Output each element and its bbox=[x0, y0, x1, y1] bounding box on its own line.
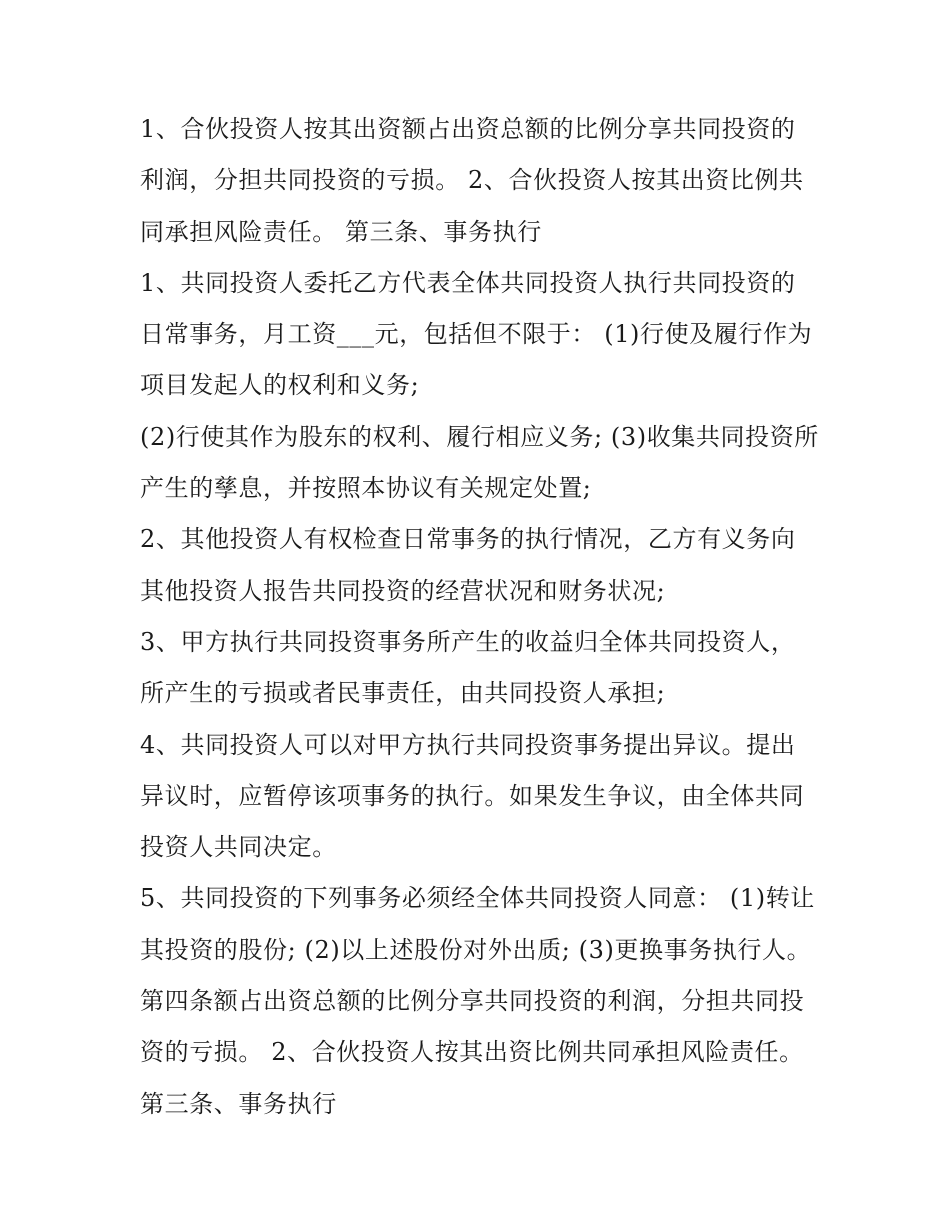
text-line: 其他投资人报告共同投资的经营状况和财务状况; bbox=[140, 576, 666, 605]
text-line: 3、甲方执行共同投资事务所产生的收益归全体共同投资人， bbox=[140, 627, 796, 656]
document-body bbox=[140, 104, 820, 1130]
text-line: 第四条额占出资总额的比例分享共同投资的利润，分担共同投 bbox=[140, 987, 805, 1016]
text-line: 同承担风险责任。 第三条、事务执行 bbox=[140, 217, 542, 246]
text-line: 2、其他投资人有权检查日常事务的执行情况，乙方有义务向 bbox=[140, 525, 796, 554]
text-line: 产生的孳息，并按照本协议有关规定处置; bbox=[140, 474, 592, 503]
text-line: (2)行使其作为股东的权利、履行相应义务; (3)收集共同投资所 bbox=[140, 422, 819, 451]
text-line: 投资人共同决定。 bbox=[140, 833, 337, 862]
text-line: 4、共同投资人可以对甲方执行共同投资事务提出异议。提出 bbox=[140, 730, 796, 759]
text-line: 项目发起人的权利和义务; bbox=[140, 371, 420, 400]
text-line: 资的亏损。 2、合伙投资人按其出资比例共同承担风险责任。 bbox=[140, 1038, 804, 1067]
text-line: 其投资的股份; (2)以上述股份对外出质; (3)更换事务执行人。 bbox=[140, 935, 812, 964]
text-line: 异议时，应暂停该项事务的执行。如果发生争议，由全体共同 bbox=[140, 781, 805, 810]
text-line: 5、共同投资的下列事务必须经全体共同投资人同意： (1)转让 bbox=[140, 884, 815, 913]
text-line: 日常事务，月工资___元，包括但不限于： (1)行使及履行作为 bbox=[140, 320, 813, 349]
text-line: 第三条、事务执行 bbox=[140, 1089, 337, 1118]
text-line: 利润，分担共同投资的亏损。 2、合伙投资人按其出资比例共 bbox=[140, 166, 804, 195]
text-line: 1、合伙投资人按其出资额占出资总额的比例分享共同投资的 bbox=[140, 115, 796, 143]
text-line: 1、共同投资人委托乙方代表全体共同投资人执行共同投资的 bbox=[140, 268, 796, 297]
text-line: 所产生的亏损或者民事责任，由共同投资人承担; bbox=[140, 679, 666, 708]
